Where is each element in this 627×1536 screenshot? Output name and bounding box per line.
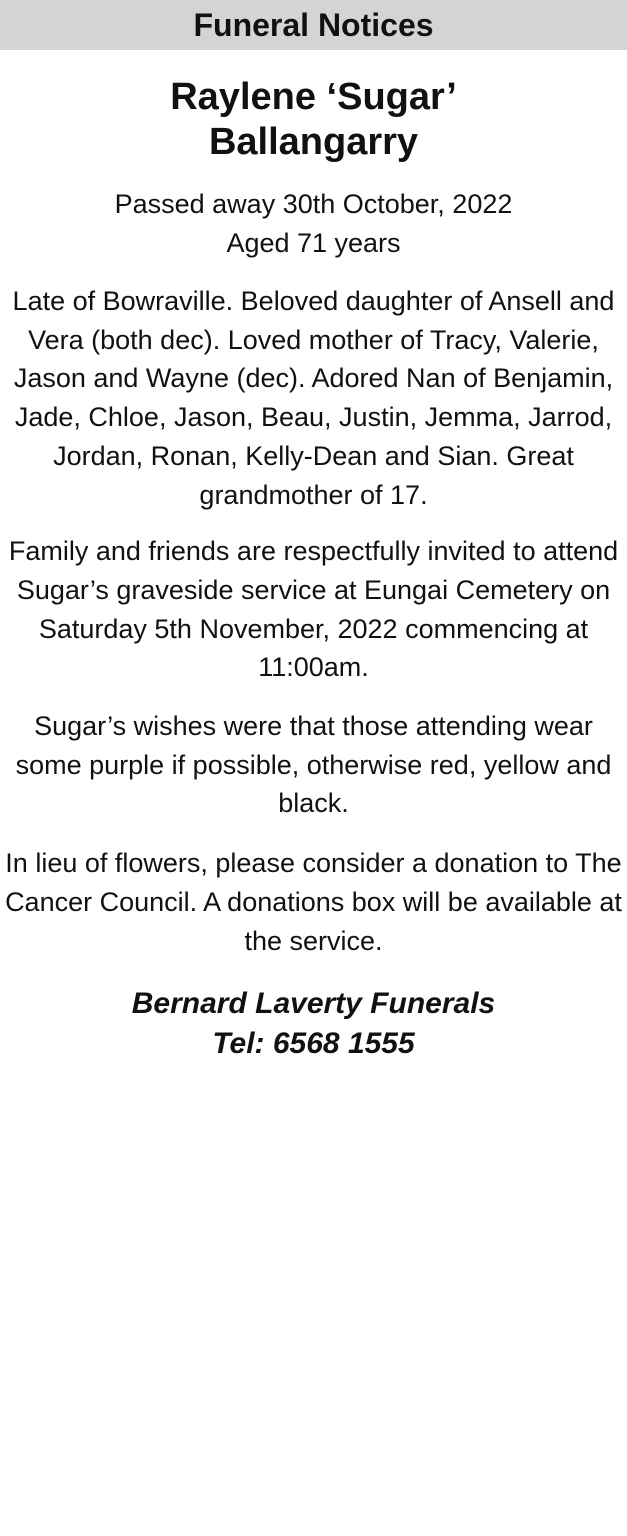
deceased-name-line-2: Ballangarry xyxy=(208,121,419,163)
funeral-notice xyxy=(0,50,627,1064)
deceased-name xyxy=(0,75,627,165)
funeral-director-phone: Tel: 6568 1555 xyxy=(212,1027,415,1061)
section-header xyxy=(0,0,627,50)
family-paragraph: Late of Bowraville. Beloved daughter of Ansell and Vera (both dec). Loved mother of Tracy, Valerie, Jason and Wayne (dec). Adored Nan of Benjamin, Jade, Chloe, Jason, Beau, Justin, Jemma, Jarrod, Jordan, Ronan, Kelly-Dean and Sian. Great grandmother of 17. xyxy=(12,286,615,510)
funeral-director-name: Bernard Laverty Funerals xyxy=(131,987,496,1021)
funeral-director-signoff xyxy=(0,984,627,1064)
section-title: Funeral Notices xyxy=(193,6,434,43)
life-details xyxy=(0,185,627,263)
age-at-death: Aged 71 years xyxy=(226,228,401,258)
passed-away-date: Passed away 30th October, 2022 xyxy=(114,189,513,219)
donation-paragraph: In lieu of flowers, please consider a donation to The Cancer Council. A donations box will be available at the service. xyxy=(5,848,622,956)
dress-wishes-paragraph: Sugar’s wishes were that those attending wear some purple if possible, otherwise red, yellow and black. xyxy=(15,711,612,819)
deceased-name-line-1: Raylene ‘Sugar’ xyxy=(170,76,457,118)
service-details-paragraph: Family and friends are respectfully invited to attend Sugar’s graveside service at Eungai Cemetery on Saturday 5th November, 2022 commencing at 11:00am. xyxy=(8,536,619,683)
